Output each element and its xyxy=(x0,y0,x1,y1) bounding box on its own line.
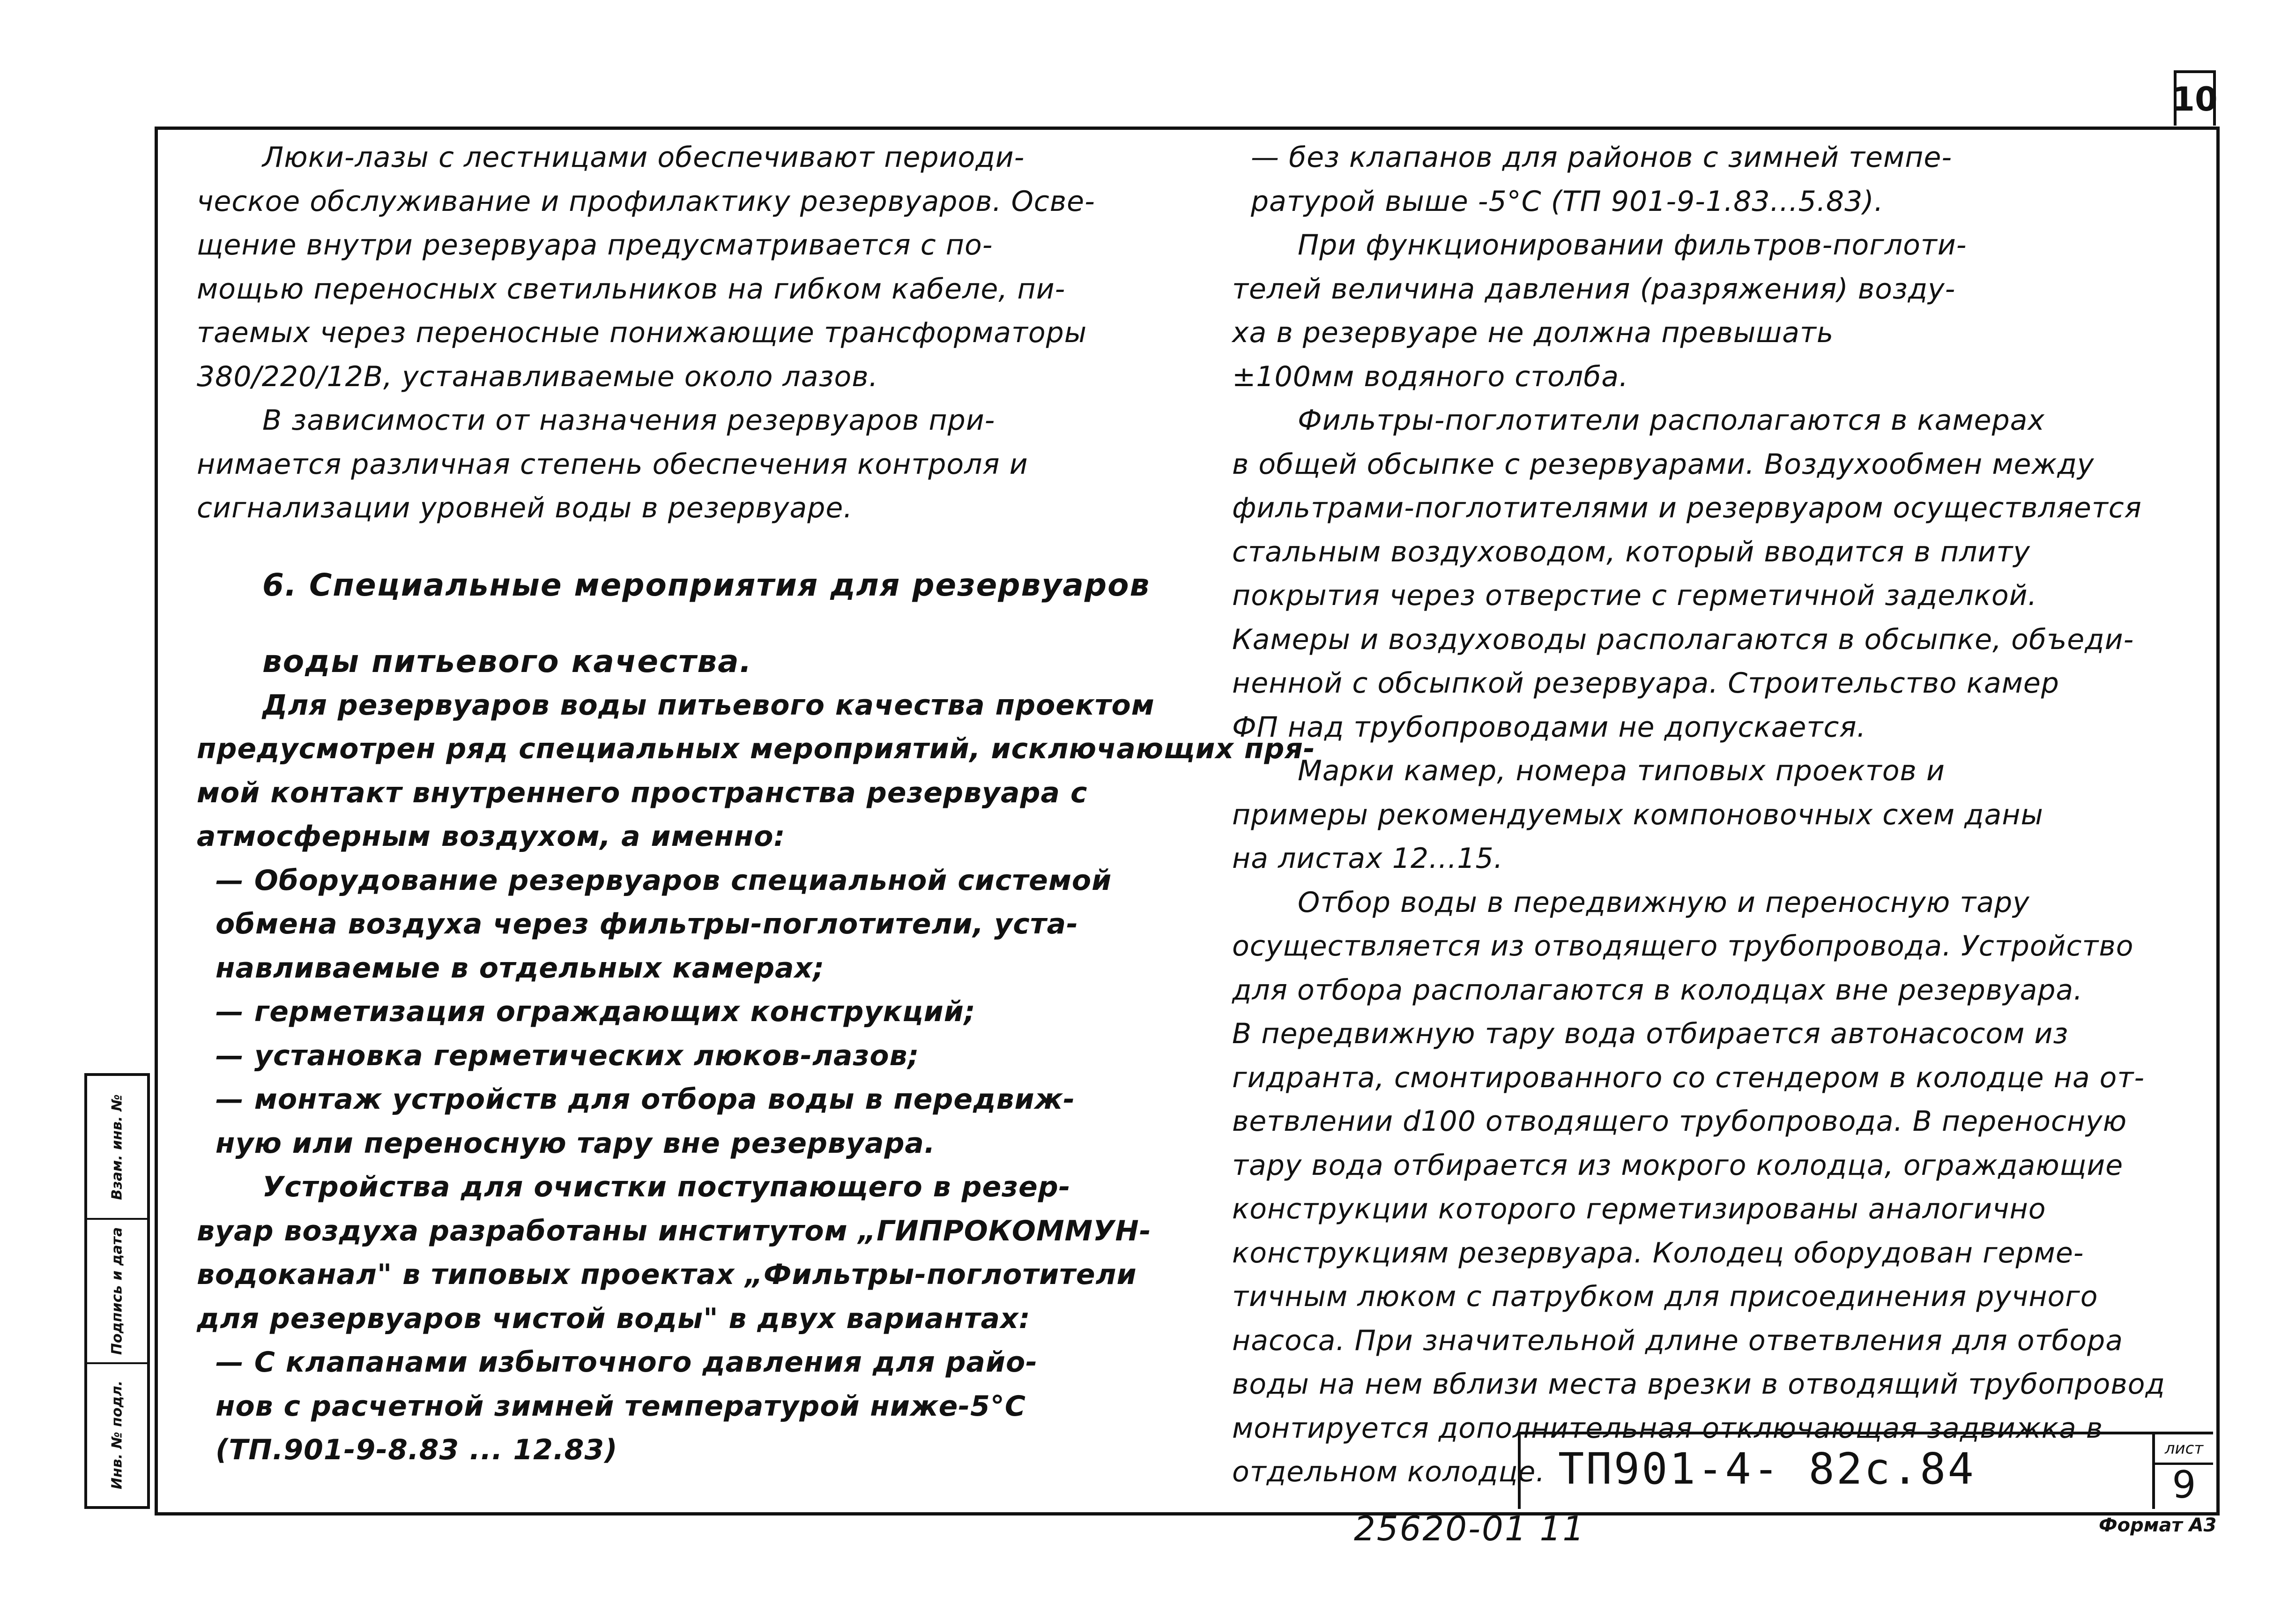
text-line: В зависимости от назначения резервуаров при- xyxy=(262,404,996,437)
text-line: — монтаж устройств для отбора воды в передвиж- xyxy=(215,1083,1076,1116)
text-line: нов с расчетной зимней температурой ниже-5°С xyxy=(215,1389,1026,1423)
section-heading: 6. Специальные мероприятия для резервуаров xyxy=(262,567,1151,603)
text-line: При функционировании фильтров-поглоти- xyxy=(1298,229,1967,261)
text-line: щение внутри резервуара предусматривается с по- xyxy=(197,229,993,261)
sheet-label: лист xyxy=(2155,1434,2213,1465)
text-line: фильтрами-поглотителями и резервуаром осуществляется xyxy=(1232,492,2142,524)
text-line: ветвлении d100 отводящего трубопровода. В переносную xyxy=(1232,1105,2127,1138)
text-line: телей величина давления (разряжения) возду- xyxy=(1232,272,1956,306)
text-line: — герметизация ограждающих конструкций; xyxy=(215,995,976,1028)
corner-page-number: 10 xyxy=(2174,70,2216,126)
text-line: навливаемые в отдельных камерах; xyxy=(215,951,825,985)
text-line: — С клапанами избыточного давления для райо- xyxy=(215,1346,1038,1379)
text-line: в общей обсыпке с резервуарами. Воздухообмен между xyxy=(1232,448,2095,481)
text-line: примеры рекомендуемых компоновочных схем даны xyxy=(1232,798,2043,831)
left-column xyxy=(197,136,1315,1472)
text-line: 380/220/12В, устанавливаемые около лазов. xyxy=(197,360,878,393)
stamp-label: Подпись и дата xyxy=(109,1227,126,1355)
text-line: Отбор воды в передвижную и переносную тару xyxy=(1298,886,2030,919)
text-line: конструкциям резервуара. Колодец оборудован герме- xyxy=(1232,1236,2084,1269)
text-line: тичным люком с патрубком для присоединения ручного xyxy=(1232,1280,2098,1313)
text-line: Устройства для очистки поступающего в резер- xyxy=(262,1171,1071,1203)
side-stamp xyxy=(84,1073,150,1509)
right-column xyxy=(1232,136,2197,1494)
text-line: ную или переносную тару вне резервуара. xyxy=(215,1127,936,1160)
text-line: вуар воздуха разработаны институтом „ГИПРОКОММУН- xyxy=(197,1214,1152,1247)
text-line xyxy=(197,607,1143,640)
format-label: Формат А3 xyxy=(2099,1515,2217,1536)
text-line: ческое обслуживание и профилактику резервуаров. Осве- xyxy=(197,185,1095,218)
text-line: таемых через переносные понижающие трансформаторы xyxy=(197,316,1087,349)
text-line: гидранта, смонтированного со стендером в колодце на от- xyxy=(1232,1061,2145,1094)
stamp-cell-inv xyxy=(87,1362,147,1506)
text-line: насоса. При значительной длине ответвления для отбора xyxy=(1232,1324,2123,1357)
text-line: монтируется дополнительная отключающая задвижка в xyxy=(1232,1411,2103,1445)
text-line: осуществляется из отводящего трубопровода. Устройство xyxy=(1232,930,2134,963)
text-line: Люки-лазы с лестницами обеспечивают периоди- xyxy=(262,141,1025,174)
stamp-label: Взам. инв. № xyxy=(109,1094,126,1200)
text-line: мощью переносных светильников на гибком кабеле, пи- xyxy=(197,272,1066,306)
text-line: воды на нем вблизи места врезки в отводящий трубопровод xyxy=(1232,1368,2165,1401)
text-line: атмосферным воздухом, а именно: xyxy=(197,820,786,853)
text-line: конструкции которого герметизированы аналогично xyxy=(1232,1193,2046,1225)
document-code: ТП901-4- 82с.84 xyxy=(1558,1444,1976,1494)
text-line: обмена воздуха через фильтры-поглотители, уста- xyxy=(215,908,1078,941)
text-line: сигнализации уровней воды в резервуаре. xyxy=(197,492,853,524)
bottom-code: 25620-01 11 xyxy=(1354,1509,1586,1548)
text-line: Фильтры-поглотители располагаются в камерах xyxy=(1298,404,2045,437)
text-line: нимается различная степень обеспечения контроля и xyxy=(197,448,1028,481)
text-line: отдельном колодце. xyxy=(1232,1456,1546,1488)
text-line: покрытия через отверстие с герметичной заделкой. xyxy=(1232,579,2037,612)
text-line xyxy=(197,530,1143,563)
title-block xyxy=(1518,1432,2213,1509)
stamp-label: Инв. № подл. xyxy=(109,1381,126,1490)
text-line: ±100мм водяного столба. xyxy=(1232,360,1629,393)
text-line: мой контакт внутреннего пространства резервуара с xyxy=(197,776,1088,809)
text-line: предусмотрен ряд специальных мероприятий, исключающих пря- xyxy=(197,732,1315,765)
text-line: Марки камер, номера типовых проектов и xyxy=(1298,754,1945,787)
text-line: водоканал" в типовых проектах „Фильтры-поглотители xyxy=(197,1258,1137,1291)
sheet-number: 9 xyxy=(2172,1463,2196,1507)
text-line: на листах 12...15. xyxy=(1232,842,1503,875)
text-line: стальным воздуховодом, который вводится в плиту xyxy=(1232,535,2030,568)
text-line: ха в резервуаре не должна превышать xyxy=(1232,316,1834,349)
stamp-cell-signature xyxy=(87,1218,147,1362)
sheet-box xyxy=(2152,1434,2213,1509)
text-line: для резервуаров чистой воды" в двух вариантах: xyxy=(197,1302,1031,1335)
text-line: (ТП.901-9-8.83 ... 12.83) xyxy=(215,1433,618,1466)
text-line: ФП над трубопроводами не допускается. xyxy=(1232,710,1866,744)
section-heading: воды питьевого качества. xyxy=(262,643,752,679)
text-line: В передвижную тару вода отбирается автонасосом из xyxy=(1232,1017,2069,1050)
text-line: ненной с обсыпкой резервуара. Строительство камер xyxy=(1232,667,2059,700)
text-line: — установка герметических люков-лазов; xyxy=(215,1039,920,1072)
text-line: Для резервуаров воды питьевого качества проектом xyxy=(262,688,1155,722)
text-line: — без клапанов для районов с зимней темпе- xyxy=(1251,141,1952,174)
text-line: Камеры и воздуховоды располагаются в обсыпке, объеди- xyxy=(1232,623,2134,656)
text-line: ратурой выше -5°С (ТП 901-9-1.83...5.83). xyxy=(1251,185,1884,218)
stamp-cell-replace xyxy=(87,1076,147,1218)
text-line: — Оборудование резервуаров специальной системой xyxy=(215,864,1112,897)
text-line: тару вода отбирается из мокрого колодца, ограждающие xyxy=(1232,1149,2124,1182)
text-line: для отбора располагаются в колодцах вне резервуара. xyxy=(1232,973,2083,1007)
